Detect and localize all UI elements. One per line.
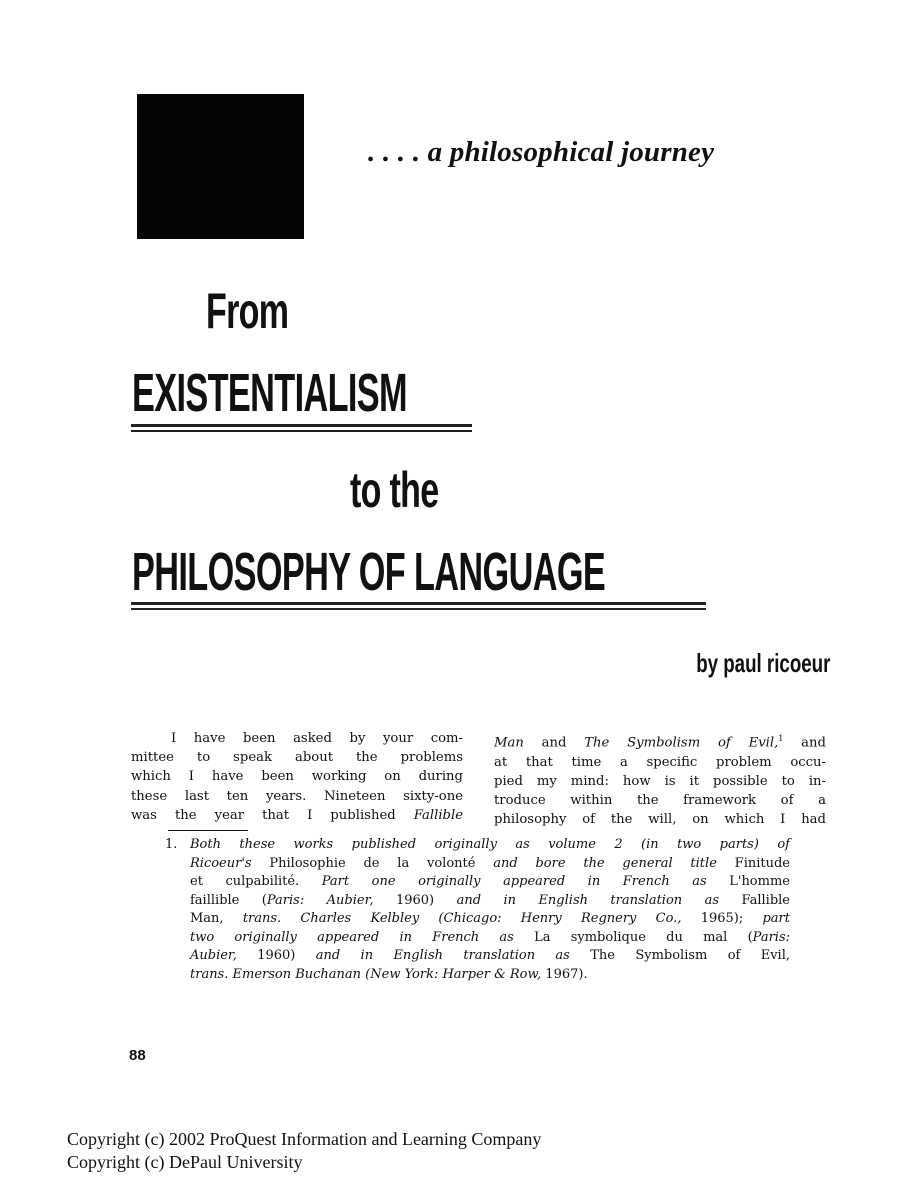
footnote-text: Ricoeur's [190,855,252,871]
body-line: mittee to speak about the problems [131,750,463,766]
title-underline-2 [131,602,706,605]
body-line: I have been asked by your com- [171,731,463,746]
body-text: was the year that I published [131,807,396,823]
body-italic-title: Fallible [413,807,463,823]
body-line: philosophy of the will, on which I had [494,812,826,828]
footnote-text: La symbolique du mal ( [513,929,753,945]
footnote-text: Fallible [719,892,790,908]
footnote-text: 1967). [541,966,588,982]
footnote-text: and bore the general title [493,855,717,871]
title-from: From [206,283,289,339]
footnote-line [190,855,790,874]
footnote-text: Aubier, [190,948,237,963]
body-line-first [494,729,826,753]
footnote-text: part [762,911,790,926]
footnote-body [190,836,790,984]
footnote-line [190,873,790,892]
title-philosophy-of-language: PHILOSOPHY OF LANGUAGE [132,542,606,602]
copyright-line-2: Copyright (c) DePaul University [67,1152,303,1172]
series-kicker: . . . . a philosophical journey [368,136,715,168]
footnote-line [190,966,790,985]
body-column-left [131,729,463,825]
footnote-line [190,910,790,929]
footnote [165,836,790,984]
footnote-line: Both these works published originally as volume 2 (in two parts) of [190,837,790,852]
body-line: at that time a specific problem occu- [494,754,826,770]
footnote-text: trans. Charles Kelbley (Chicago: Henry Regnery Co., [242,911,682,926]
footnote-marker: 1 [778,734,784,743]
footnote-text: Paris: Aubier, [266,892,374,908]
footnote-text: faillible ( [190,892,267,908]
footnote-text: trans. Emerson Buchanan (New York: Harper & Row, [190,966,542,982]
footnote-text: 1965); [681,911,763,926]
title-existentialism: EXISTENTIALISM [132,363,407,423]
copyright-line-1: Copyright (c) 2002 ProQuest Information and Learning Company [67,1129,542,1149]
footnote-separator [168,830,248,831]
footnote-text: two originally appeared in French as [190,929,514,945]
body-italic-title: The Symbolism of Evil, [584,735,779,751]
title-underline-2b [131,608,706,610]
footnote-number: 1. [165,837,178,852]
body-line-last [131,806,463,825]
footnote-text: 1960) [373,892,457,908]
byline: by paul ricoeur [695,648,830,678]
footnote-line [190,947,790,966]
body-line: these last ten years. Nineteen sixty-one [131,788,463,804]
footnote-text: Finitude [716,855,791,871]
footnote-text: Paris: [752,929,790,945]
footnote-text: L'homme [706,874,790,889]
body-italic-title: Man [494,735,524,751]
title-underline-1b [131,430,472,432]
footnote-text: The Symbolism of Evil, [569,948,790,963]
footnote-text: 1960) [236,948,316,963]
page-number: 88 [129,1047,146,1064]
footnote-text: Philosophie de la volonté [251,855,494,871]
title-underline-1 [131,424,472,427]
body-line: pied my mind: how is it possible to in- [494,773,826,789]
body-line: troduce within the framework of a [494,793,826,808]
body-column-right [494,729,826,829]
title-to-the: to the [350,462,439,518]
body-text: and [783,735,826,751]
body-line: which I have been working on during [131,769,463,785]
footnote-text: and in English translation as [456,892,720,908]
black-photo-block [137,94,304,239]
footnote-text: et culpabilité. [190,874,322,889]
body-text: and [523,735,585,751]
footnote-text: and in English translation as [315,948,570,963]
footnote-text: Part one originally appeared in French as [321,874,707,889]
footnote-line [190,892,790,911]
footnote-line [190,929,790,948]
footnote-text: Man, [190,911,243,926]
